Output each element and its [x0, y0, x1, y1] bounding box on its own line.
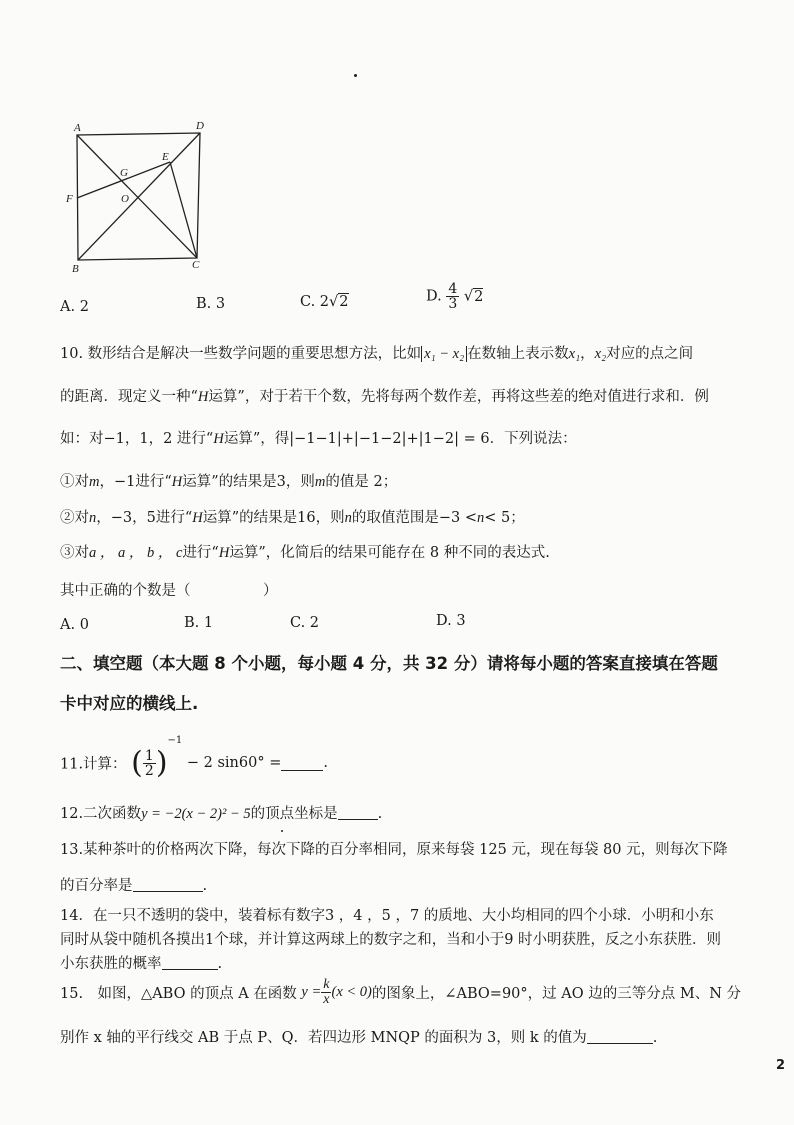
- square-figure: [60, 118, 220, 278]
- q14-line-1: 14．在一只不透明的袋中，装着标有数字3 ，4 ，5 ，7 的质地、大小均相同的四个小球．小明和小东: [60, 908, 714, 924]
- q10-option-d: D. 3: [436, 613, 466, 629]
- q14-line-2: 同时从袋中随机各摸出1个球，并计算这两球上的数字之和，当和小于9 时小明获胜，反之小东获胜．则: [60, 932, 722, 948]
- q14-answer-blank[interactable]: [162, 955, 218, 970]
- q15-answer-blank[interactable]: [587, 1029, 653, 1044]
- q9-option-b: B. 3: [196, 296, 226, 312]
- q10-statement-3: ③对a ， a ， b ， c进行“H运算”，化简后的结果可能存在 8 种不同的表达式.: [60, 545, 550, 561]
- q10-question: 其中正确的个数是（ ）: [60, 583, 278, 599]
- q9-option-d: D. $\frac{4}{3}$ √2: [426, 281, 484, 312]
- q10-option-c: C. 2: [290, 615, 320, 631]
- label-c: C: [192, 259, 200, 271]
- q12-answer-blank[interactable]: [338, 805, 378, 820]
- q14-line-3: 小东获胜的概率 .: [60, 956, 223, 972]
- q10-line-1: 10. 数形结合是解决一些数学问题的重要思想方法，比如 x₁ − x₂ 在数轴上表示数x₁，x₂对应的点之间: [60, 346, 694, 362]
- q13-line-1: 13.某种茶叶的价格两次下降，每次下降的百分率相同，原来每袋 125 元，现在每袋 80 元，则每次下降: [60, 842, 728, 858]
- scan-dot: [354, 74, 357, 77]
- section-2-heading-line-1: 二、填空题（本大题 8 个小题，每小题 4 分，共 32 分）请将每小题的答案直接填在答题: [60, 654, 718, 673]
- q9-option-c: C. 2√2: [300, 294, 349, 310]
- diagonal-ac: [77, 135, 197, 258]
- q11-answer-blank[interactable]: [281, 756, 323, 771]
- q15-line-2: 别作 x 轴的平行线交 AB 于点 P、Q．若四边形 MNQP 的面积为 3，则 k 的值为 .: [60, 1030, 658, 1046]
- q13-answer-blank[interactable]: [133, 877, 203, 892]
- q12: 12.二次函数y = −2(x − 2)² − 5的顶点坐标是 .: [60, 806, 383, 822]
- label-e: E: [162, 151, 169, 163]
- label-f: F: [66, 193, 73, 205]
- q10-option-a: A. 0: [60, 617, 89, 633]
- q10-statement-1: ①对m，−1进行“H运算”的结果是3，则m的值是 2；: [60, 474, 398, 490]
- q11: 11.计算： ( $\frac{1}{2}$ )$^{-1}$ − 2 sin60° = .: [60, 735, 328, 781]
- label-b: B: [72, 263, 79, 275]
- page-number: 2: [776, 1058, 786, 1073]
- scan-dot: [281, 830, 283, 832]
- q10-line-2: 的距离．现定义一种“H运算”，对于若干个数，先将每两个数作差，再将这些差的绝对值进行求和．例: [60, 389, 709, 405]
- q15-line-1: 15. 如图，△ABO 的顶点 A 在函数 y = $\frac{k}{x}$ (x < 0)的图象上，∠ABO=90°，过 AO 边的三等分点 M、N 分: [60, 977, 741, 1007]
- label-a: A: [74, 122, 81, 134]
- q10-option-b: B. 1: [184, 615, 214, 631]
- q10-statement-2: ②对n，−3，5进行“H运算”的结果是16，则n的取值范围是−3 <n< 5；: [60, 510, 525, 526]
- q13-line-2: 的百分率是 .: [60, 878, 208, 894]
- q9-option-a: A. 2: [60, 299, 89, 315]
- q10-line-3: 如：对−1，1，2 进行“H运算”，得|−1−1|+|−1−2|+|1−2| = 6．下列说法：: [60, 431, 577, 447]
- diagonal-bd: [78, 133, 200, 260]
- label-d: D: [196, 120, 204, 132]
- section-2-heading-line-2: 卡中对应的横线上.: [60, 694, 199, 713]
- label-o: O: [121, 193, 129, 205]
- label-g: G: [120, 167, 128, 179]
